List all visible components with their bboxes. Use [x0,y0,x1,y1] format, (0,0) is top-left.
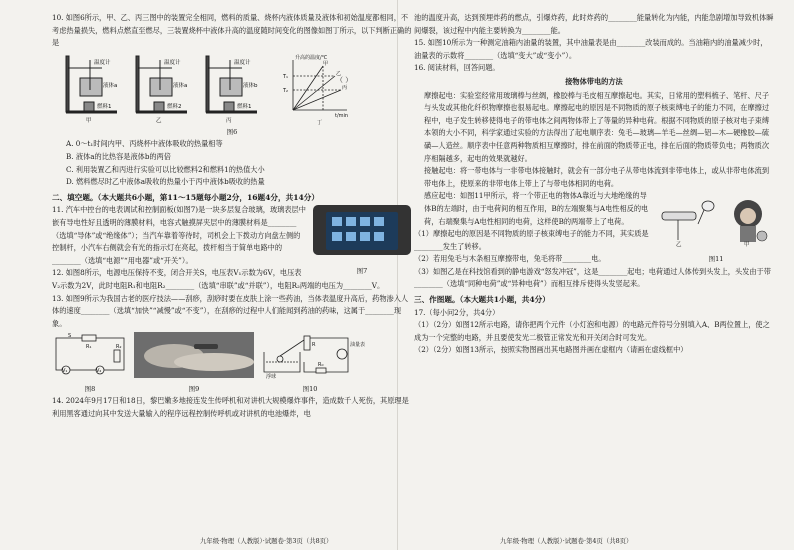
fig7-caption: 图7 [356,266,368,275]
thermo-label-3: 温度计 [234,59,251,66]
fig8-r2: R₂ [116,344,122,351]
graph-t2: T₂ [283,87,289,94]
oil-gauge-circuit [260,332,366,381]
fig11-yi: 甲 [744,242,750,249]
apparatus-illustration [62,54,277,126]
graph-x-label: t/min [335,112,349,119]
temperature-graph [283,54,353,126]
label-bing: 丙 [226,117,232,124]
fig8-v2: V₂ [96,368,102,375]
q14-text: 14. 2024年9月17日和18日，黎巴嫩多地接连发生传呼机和对讲机大规模爆炸事件，造成数千人死伤，其原理是利用黑客通过向其中发送大量输入的程序远程控制传呼机或对讲机的电池爆炸，电 [52,396,409,419]
q10-option-d: D. 燃料燃尽时乙中液体a吸收的热量小于丙中液体b吸收的热量 [66,177,265,187]
section2-title: 二、填空题。（本大题共6小题，第11～15题每小题2分，16题4分，共14分） [52,192,319,202]
circuit-fig8 [52,332,128,378]
figure-8 [52,332,128,395]
fig10-float: 浮球 [266,374,277,381]
liquid-a-label: 液体a [103,82,118,89]
fig9-caption: 图9 [188,384,200,393]
q15-text: 15. 如图10所示为一种测定油箱内油量的装置，其中油量表是由________改装而成的。当油箱内的油量减少时，油量表的示数将________（选填“变大”或“变小”）。 [414,38,768,60]
q10-option-a: A. 0～t₁时间内甲、丙烧杯中液体吸收的热量相等 [66,139,223,149]
fig8-caption: 图8 [84,384,96,393]
fig8-r1: R₁ [86,344,92,351]
article-title: 接物体带电的方法 [565,76,623,86]
fig11-caption: 图11 [708,254,724,263]
liquid-a-label-2: 液体a [173,82,188,89]
figure-11 [658,190,774,265]
q16-part1: （1）摩擦起电的原因是不同物质的原子核束缚电子的能力不同，其实质是________发生了转移。 [414,229,649,251]
guasha-photo [134,332,254,378]
article-paragraph-2: 接触起电：将一带电体与一非带电体接触时，就会有一部分电子从带电体流到非带电体上，或从非带电体流到带电体上，使原来的非带电体上带上了与带电体相同的电荷。 [424,166,770,188]
q10-stem: 10. 如图6所示，甲、乙、丙三图中的装置完全相同，燃料的质量、烧杯内液体质量及液体和初始温度都相同，不考虑热量损失，燃料点燃直至燃尽，三装置烧杯中液体升高的温度随时间变化的图像如图丁所示，以下判断正确的是 [52,13,412,48]
fuel1-label-2: 燃料1 [237,103,252,110]
article-paragraph-1: 摩擦起电：实验室经常用玻璃棒与丝绸，橡胶棒与毛皮相互摩擦起电。其实，日常用的塑料梳子、笔杆、尺子与头发或其他化纤织物摩擦也很易起电。摩擦起电的原因是不同物质的原子核束缚电子的能力不同，在摩擦过程中，电子发生转移使得电子的带电体之间两物体带上了等量的异种电荷。根据不同物质的原子核对电子束缚本领的大小不同，科学家通过实验的方法得出了起电顺序表：兔毛—玻璃—羊毛—丝绸—铝—木—硬橡胶—硫磺—人造丝。顺序表中任意两种物质相互摩擦时，排在前面的物质带正电，排在后面的物质带负电；两物质次序相隔越多，起电的效果就越好。 [424,90,770,163]
fig10-r0: R₀ [318,362,324,369]
series-jia: 甲 [323,60,329,67]
q17-text: 17.（每小问2分，共4分） [414,307,500,317]
graph-t1: T₁ [283,73,289,80]
footer-page4: 九年级·物理（人教版）·试题卷·第4页（共8页） [500,537,633,545]
q12-text: 12. 如图8所示，电源电压保持不变，闭合开关S，电压表V₁示数为6V，电压表V₂示数为2V，此时电阻R₁和电阻R₂________（选填“串联”或“并联”），电阻R₂两端的电压为________V。 [52,268,385,290]
q17-part1: （1）（2分）如图12所示电路，请你把两个元件（小灯泡和电源）的电路元件符号分别填入A、B两位置上，使之成为一个完整的电路，并且要使发光二极管正常发光和开关闭合时可发光。 [414,320,770,342]
q10-option-b: B. 液体a的比热容是液体b的两倍 [66,151,171,161]
label-ding: 丁 [317,119,323,126]
thermo-label: 温度计 [94,59,111,66]
left-column [52,12,412,421]
figure-9 [134,332,254,395]
label-yi: 乙 [156,117,162,124]
q13-text: 13. 如图9所示为我国古老的医疗技法——刮痧，刮痧时要在皮肤上涂一些药油，当体表温度升高后，药物渗入人体的速度________（选填“加快”“减慢”或“不变”），在刮痧的过程中人们能闻到药油的药味，这属于________现象。 [52,293,409,328]
figure-7 [312,204,412,277]
article-paragraph-3: 感应起电：如图11甲所示，将一个带正电的物体A靠近与大地绝缘的导体B的左端时，由于电荷间的相互作用，B的左端聚集与A电性相反的电荷，右端聚集与A电性相同的电荷，这样使B的两端带上了电荷。 [424,191,649,226]
q10-option-c: C. 利用装置乙和丙进行实验可以比较燃料2和燃料1的热值大小 [66,164,265,174]
dashboard-screen-image [312,204,412,260]
fuel2-label: 燃料2 [167,103,182,110]
footer-page3: 九年级·物理（人教版）·试题卷·第3页（共8页） [200,537,333,545]
q16-part2: （2）若用兔毛与木条相互摩擦带电，兔毛将带________电。 [414,254,606,264]
fuel1-label: 燃料1 [97,103,112,110]
q17-part2: （2）（2分）如图13所示，按照实物图画出其电路图并画在虚框内（请画在虚线框中） [414,345,688,355]
fig6-caption: 图6 [226,127,238,136]
figure-10 [260,332,366,395]
right-column [414,12,774,357]
fig11-jia: 乙 [676,242,682,249]
section3-title: 三、作图题。（本大题共1小题，共4分） [414,295,550,305]
q11-block [52,204,412,275]
static-electricity-figure [658,190,774,248]
liquid-b-label: 液体b [243,82,258,89]
q10-answer-paren: （ ） [336,76,353,84]
q16-text: 16. 阅读材料，回答问题。 [414,63,500,73]
label-jia: 甲 [86,117,92,124]
fig8-s: S [68,333,72,340]
q14-continuation: 池的温度升高，达到预埋炸药的燃点，引爆炸药，此时炸药的________能量转化为内能，内能急剧增加导致机体瞬间爆裂，该过程中内能主要转换为________能。 [414,13,774,35]
series-bing: 丙 [342,84,348,91]
fig8-v1: V₁ [62,368,68,375]
series-yi: 乙 [336,70,342,77]
figure-6 [62,52,412,126]
q11-text: 11. 汽车中控台的电表调试和控制面板(如图7)是一块多层复合玻璃，玻璃表层中嵌有导电性好且透明的薄膜材料，电容式触摸屏夹层中的薄膜材料是________（选填“导体”或“绝缘体”）；当汽车靠着等待时，司机会上下拨动方向盘左侧的控制杆，小汽车右侧就会有光的指示灯在亮起，拨杆相当于简单电路中的________（选填“电源”“用电器”或“开关”）。 [52,205,306,265]
thermo-label-2: 温度计 [164,59,181,66]
figures-8-10 [52,332,412,395]
q16-part3: （3）如图乙是在科技馆看到的静电游戏“怒发冲冠”，这是________起电；电荷通过人体传到头发上，头发由于带________（选填“同种电荷”或“异种电荷”）而相互排斥使得头发竖起来。 [414,266,771,289]
fig10-oil: 油量表 [350,342,366,349]
graph-y-label: 升高的温度/℃ [295,54,328,61]
fig10-r: R [312,342,316,349]
fig10-caption: 图10 [302,384,318,393]
